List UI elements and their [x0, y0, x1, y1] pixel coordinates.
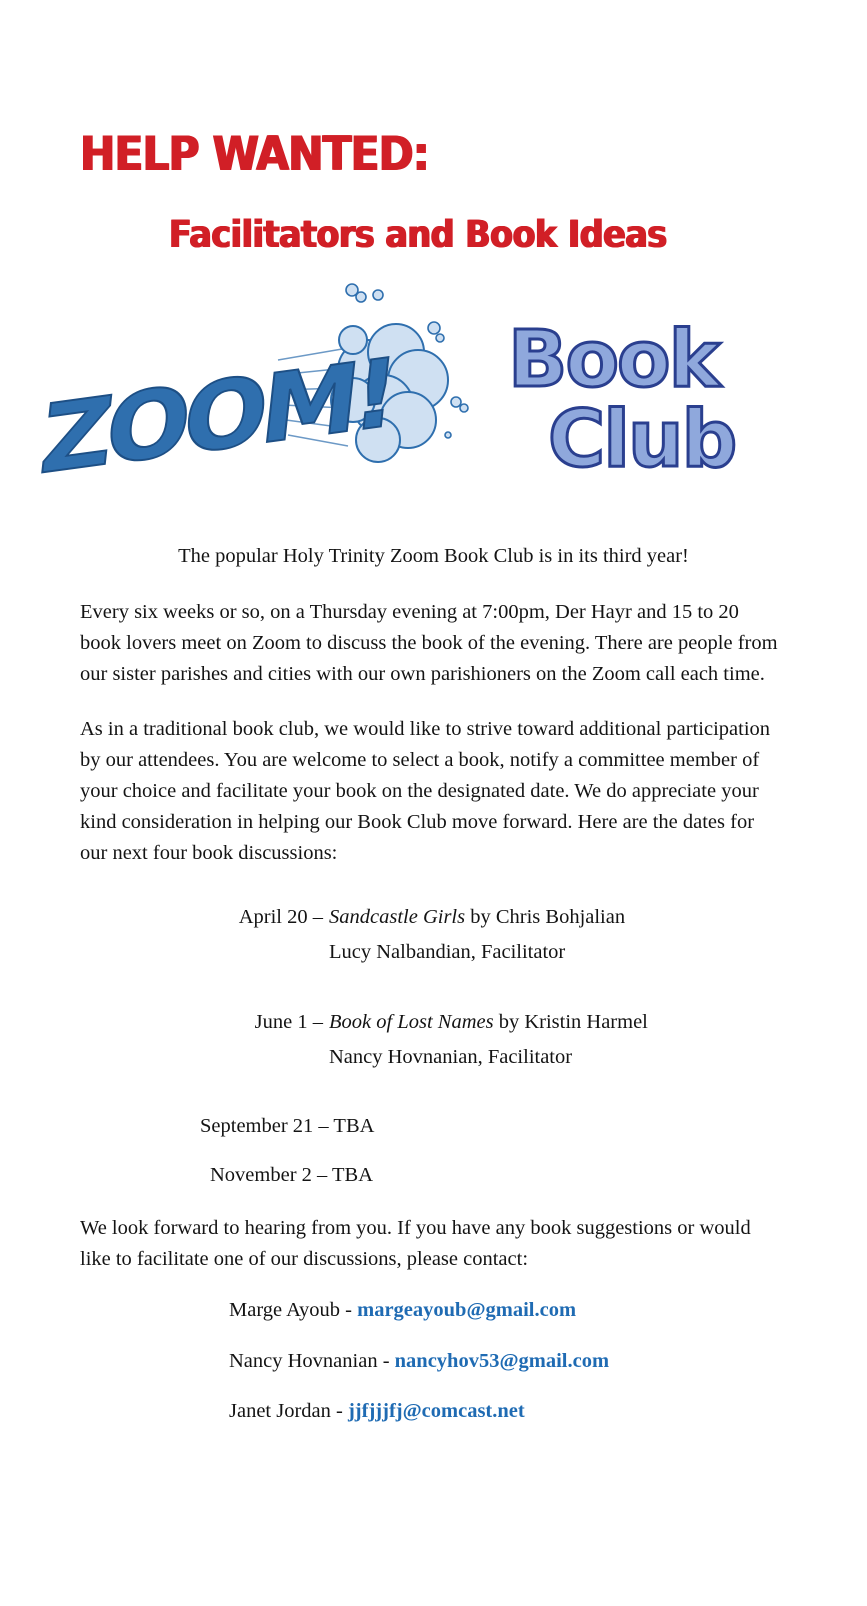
contact-name: Nancy Hovnanian - — [229, 1350, 395, 1372]
sub-heading: Facilitators and Book Ideas — [169, 213, 667, 256]
book-author: by Chris Bohjalian — [465, 906, 626, 928]
contact-item — [229, 1299, 576, 1322]
schedule-book — [329, 906, 625, 929]
intro-text: The popular Holy Trinity Zoom Book Club is in its third year! — [178, 545, 689, 567]
book-author: by Kristin Harmel — [493, 1011, 648, 1033]
book-title: Sandcastle Girls — [329, 906, 466, 928]
schedule-facilitator: Lucy Nalbandian, Facilitator — [329, 941, 566, 963]
contact-item — [229, 1350, 609, 1373]
main-heading: HELP WANTED: — [80, 127, 429, 182]
zoom-text: ZOOM! — [35, 337, 399, 496]
zoom-logo — [35, 270, 478, 496]
schedule-item-tba: September 21 – TBA — [200, 1115, 375, 1137]
club-text: Club — [548, 395, 736, 485]
contact-email-link[interactable]: jjfjjjfj@comcast.net — [347, 1400, 525, 1422]
paragraph-schedule: Every six weeks or so, on a Thursday evening at 7:00pm, Der Hayr and 15 to 20 book lovers meet on Zoom to discuss the book of the evening. There are people from our sister parishes and cities with our own parishioners on the Zoom call each time. — [80, 601, 778, 685]
contact-email-link[interactable]: nancyhov53@gmail.com — [394, 1350, 610, 1372]
book-title: Book of Lost Names — [329, 1011, 494, 1033]
schedule-date: April 20 – — [238, 906, 323, 928]
contact-name: Janet Jordan - — [229, 1400, 348, 1422]
schedule-date: June 1 – — [254, 1011, 323, 1033]
schedule-item-tba: November 2 – TBA — [210, 1164, 374, 1186]
book-club-logo — [478, 308, 773, 488]
book-text: Book — [508, 315, 719, 405]
paragraph-participation: As in a traditional book club, we would like to strive toward additional participation by our attendees. You are welcome to select a book, notify a committee member of your choice and facilitate your book on the designated date. We do appreciate your kind consideration in helping our Book Club move forward. Here are the dates for our next four book discussions: — [80, 718, 771, 864]
schedule-facilitator: Nancy Hovnanian, Facilitator — [329, 1046, 573, 1068]
closing-text: We look forward to hearing from you. If you have any book suggestions or would like to facilitate one of our discussions, please contact: — [80, 1217, 751, 1270]
schedule-book — [329, 1011, 648, 1034]
contact-email-link[interactable]: margeayoub@gmail.com — [357, 1299, 577, 1321]
contact-name: Marge Ayoub - — [229, 1299, 358, 1321]
contact-item — [229, 1400, 525, 1423]
